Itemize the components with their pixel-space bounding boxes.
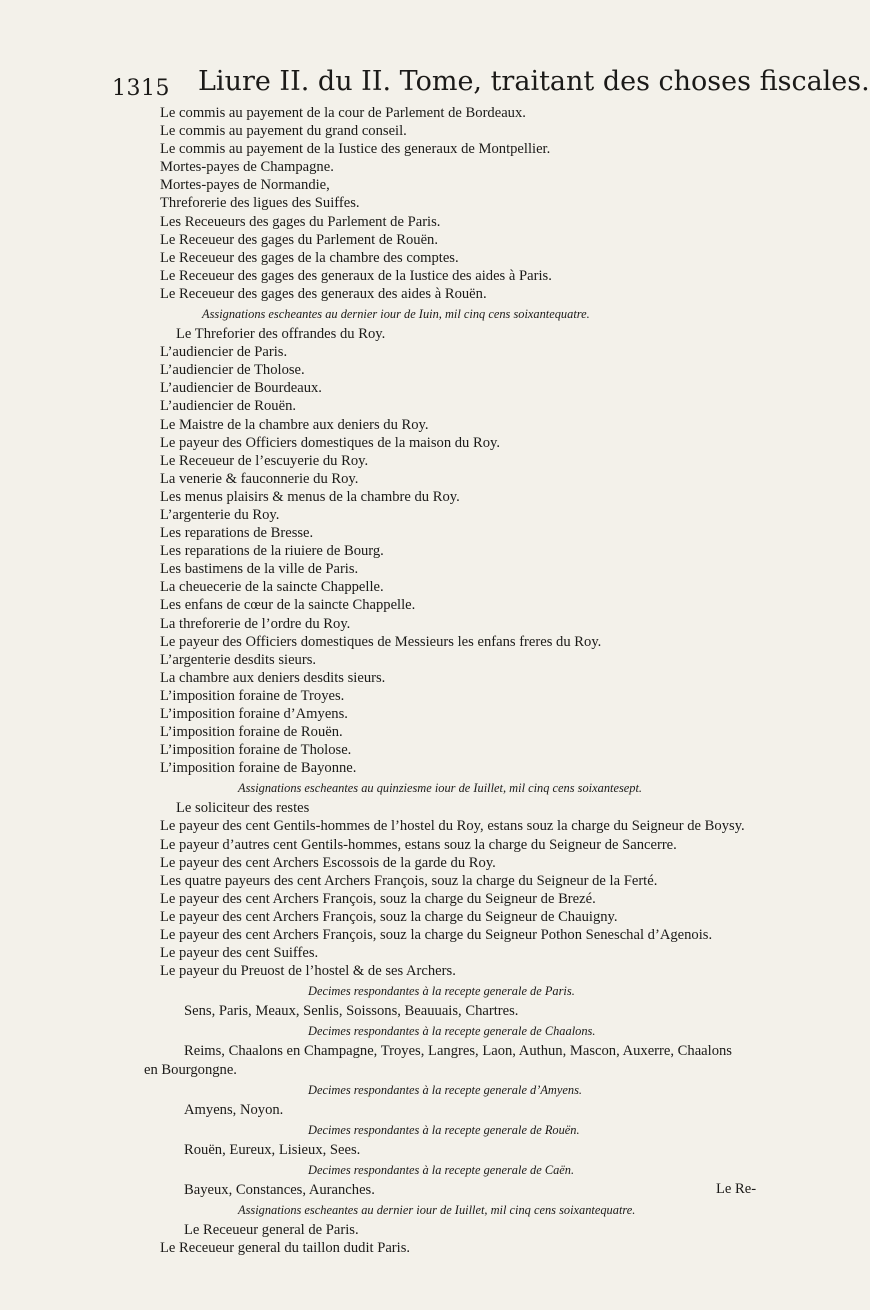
section-heading: Decimes respondantes à la recepte generale d’Amyens.	[308, 1082, 582, 1097]
text-line: Le Receueur des gages de la chambre des comptes.	[160, 249, 459, 266]
text-line: L’audiencier de Paris.	[160, 344, 288, 361]
text-line: Les enfans de cœur de la saincte Chappelle.	[160, 597, 416, 614]
running-head: Liure II. du II. Tome, traitant des choses fiscales.	[198, 66, 870, 97]
text-line: Les bastimens de la ville de Paris.	[160, 561, 359, 578]
text-line: L’argenterie desdits sieurs.	[160, 651, 317, 668]
text-line: Amyens, Noyon.	[184, 1101, 284, 1118]
text-line: Mortes-payes de Champagne.	[160, 159, 334, 176]
text-line: Le payeur des cent Suiffes.	[160, 945, 319, 962]
text-line: Les quatre payeurs des cent Archers François, souz la charge du Seigneur de la Ferté.	[160, 872, 658, 889]
text-line: Le payeur d’autres cent Gentils-hommes, estans souz la charge du Seigneur de Sancerre.	[160, 836, 677, 853]
text-line: Les Receueurs des gages du Parlement de Paris.	[160, 213, 441, 230]
text-line: Le commis au payement de la Iustice des generaux de Montpellier.	[160, 141, 551, 158]
text-line: Le payeur des cent Archers François, souz la charge du Seigneur de Brezé.	[160, 890, 596, 907]
text-line: Les reparations de Bresse.	[160, 525, 314, 542]
text-line: L’audiencier de Rouën.	[160, 398, 297, 415]
section-heading: Decimes respondantes à la recepte generale de Caën.	[308, 1162, 575, 1177]
text-line: Le payeur des cent Archers François, souz la charge du Seigneur de Chauigny.	[160, 908, 618, 925]
text-line: Le soliciteur des restes	[176, 800, 310, 817]
text-line: Le Receueur general de Paris.	[184, 1221, 359, 1238]
text-line: Threforerie des ligues des Suiffes.	[160, 195, 360, 212]
text-line: Le payeur des Officiers domestiques de la maison du Roy.	[160, 434, 501, 451]
text-line: Le Receueur des gages du Parlement de Rouën.	[160, 231, 438, 248]
text-line: Le payeur des cent Archers Escossois de la garde du Roy.	[160, 854, 496, 871]
text-line: Le Maistre de la chambre aux deniers du Roy.	[160, 416, 429, 433]
text-line: L’imposition foraine de Tholose.	[160, 742, 352, 759]
text-line: Le payeur du Preuost de l’hostel & de ses Archers.	[160, 963, 456, 980]
text-line: Le payeur des cent Archers François, souz la charge du Seigneur Pothon Seneschal d’Agenois.	[160, 927, 713, 944]
text-line: Reims, Chaalons en Champagne, Troyes, Langres, Laon, Authun, Mascon, Auxerre, Chaalons	[184, 1043, 732, 1060]
section-heading: Decimes respondantes à la recepte generale de Chaalons.	[308, 1024, 596, 1039]
text-line: Le commis au payement de la cour de Parlement de Bordeaux.	[160, 105, 526, 121]
text-line: L’imposition foraine de Rouën.	[160, 724, 343, 741]
text-line: Le payeur des Officiers domestiques de Messieurs les enfans freres du Roy.	[160, 633, 602, 650]
text-line: Le Receueur des gages des generaux des aides à Rouën.	[160, 285, 487, 302]
text-line: Le Receueur des gages des generaux de la Iustice des aides à Paris.	[160, 267, 552, 284]
text-line: Les reparations de la riuiere de Bourg.	[160, 543, 384, 560]
text-line: L’imposition foraine de Troyes.	[160, 687, 345, 704]
catchword: Le Re-	[716, 1181, 757, 1197]
text-line: L’imposition foraine de Bayonne.	[160, 760, 357, 777]
text-line: en Bourgongne.	[144, 1061, 237, 1078]
text-line: L’audiencier de Bourdeaux.	[160, 380, 322, 397]
text-line: La venerie & fauconnerie du Roy.	[160, 470, 359, 487]
text-line: Le Receueur general du taillon dudit Paris.	[160, 1239, 411, 1256]
text-line: Le commis au payement du grand conseil.	[160, 123, 407, 140]
text-line: L’argenterie du Roy.	[160, 506, 280, 523]
text-line: L’imposition foraine d’Amyens.	[160, 706, 348, 722]
page-number: 1315	[112, 76, 170, 101]
text-line: La cheuecerie de la saincte Chappelle.	[160, 579, 384, 596]
section-heading: Decimes respondantes à la recepte generale de Paris.	[308, 984, 575, 999]
section-heading: Decimes respondantes à la recepte generale de Rouën.	[308, 1122, 580, 1137]
section-heading: Assignations escheantes au dernier iour de Iuin, mil cinq cens soixantequatre.	[202, 307, 590, 322]
text-line: Le Threforier des offrandes du Roy.	[176, 326, 386, 343]
page-body	[144, 104, 760, 1257]
text-line: La threforerie de l’ordre du Roy.	[160, 615, 351, 632]
section-heading: Assignations escheantes au dernier iour de Iuillet, mil cinq cens soixantequatre.	[238, 1202, 636, 1217]
text-line: Sens, Paris, Meaux, Senlis, Soissons, Beauuais, Chartres.	[184, 1003, 519, 1020]
text-line: Bayeux, Constances, Auranches.	[184, 1181, 375, 1198]
text-line: La chambre aux deniers desdits sieurs.	[160, 669, 386, 686]
text-line: Le payeur des cent Gentils-hommes de l’hostel du Roy, estans souz la charge du Seigneur de Boysy.	[160, 818, 745, 835]
text-line: Mortes-payes de Normandie,	[160, 177, 330, 194]
text-line: Rouën, Eureux, Lisieux, Sees.	[184, 1141, 361, 1158]
text-line: L’audiencier de Tholose.	[160, 362, 305, 379]
text-line: Le Receueur de l’escuyerie du Roy.	[160, 452, 369, 469]
section-heading: Assignations escheantes au quinziesme iour de Iuillet, mil cinq cens soixantesept.	[238, 781, 643, 796]
text-line: Les menus plaisirs & menus de la chambre du Roy.	[160, 488, 460, 505]
